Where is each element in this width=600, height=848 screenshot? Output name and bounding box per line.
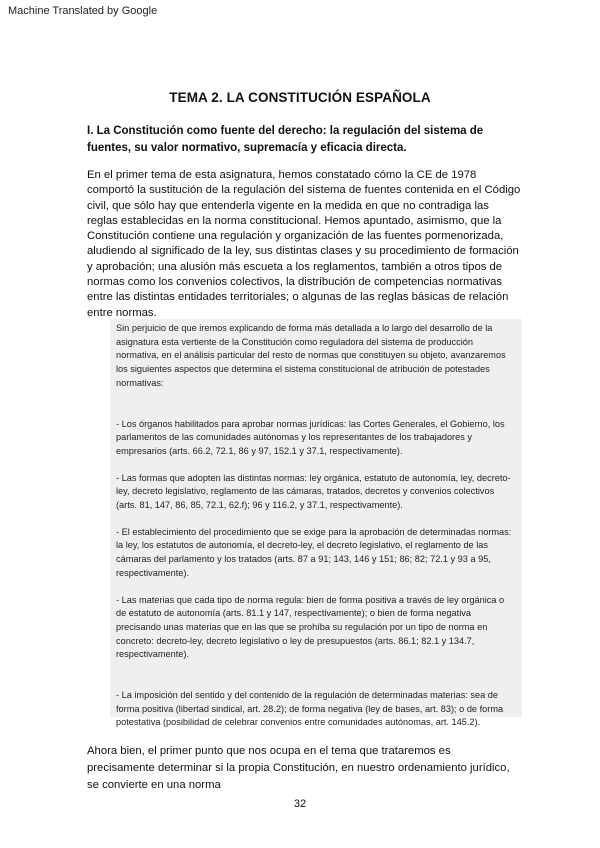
machine-translation-banner: Machine Translated by Google: [8, 5, 158, 17]
intro-paragraph: En el primer tema de esta asignatura, hemos constatado cómo la CE de 1978 comportó la sustitución de la regulación del sistema de fuentes contenida en el Código civil, que sólo hay que entenderla vigente en la medida en que no contradiga las reglas establecidas en la norma constitucional. Hemos apuntado, asimismo, que la Constitución contiene una regulación y organización de las fuentes pormenorizada, aludiendo al significado de la ley, sus distintas clases y su procedimiento de formación y aprobación; una alusión más escueta a los reglamentos, también a otros tipos de normas como los convenios colectivos, la distribución de competencias normativas entre las distintas entidades territoriales; o algunas de las reglas básicas de relación entre normas.: [87, 169, 521, 319]
quote-list-item: - El establecimiento del procedimiento que se exige para la aprobación de determinadas normas: la ley, los estatutos de autonomía, el decreto-ley, el decreto legislativo, el reglamento de las cámaras del parlamento y los tratados (arts. 87 a 91; 143, 146 y 151; 86; 82; 72.1 y 93 a 95, respectivamente).: [116, 526, 512, 578]
page-title: TEMA 2. LA CONSTITUCIÓN ESPAÑOLA: [169, 90, 431, 105]
quote-list-item: - La imposición del sentido y del contenido de la regulación de determinadas materias: sea de forma positiva (libertad sindical, art. 28.2); de forma negativa (ley de bases, art. 83); o de forma potestativa (posibilidad de celebrar convenios entre comunidades autónomas, art. 145.2).: [116, 690, 504, 728]
closing-paragraph: Ahora bien, el primer punto que nos ocupa en el tema que trataremos es precisamente determinar si la propia Constitución, en nuestro ordenamiento jurídico, se convierte en una norma: [87, 745, 510, 791]
quote-list-item: - Los órganos habilitados para aprobar normas jurídicas: las Cortes Generales, el Gobierno, los parlamentos de las comunidades autónomas y los representantes de los trabajadores y empresarios (arts. 66.2, 72.1, 86 y 97, 152.1 y 37.1, respectivamente).: [116, 418, 505, 456]
quote-intro: Sin perjuicio de que iremos explicando de forma más detallada a lo largo del desarrollo de la asignatura esta vertiente de la Constitución como reguladora del sistema de producción normativa, en el análisis particular del resto de normas que constituyen su objeto, avanzaremos los siguientes aspectos que determina el sistema constitucional de atribución de potestades normativas:: [116, 323, 506, 388]
page-number: 32: [293, 798, 307, 810]
quote-list-item: - Las formas que adopten las distintas normas: ley orgánica, estatuto de autonomía, ley, decreto-ley, decreto legislativo, reglamento de las cámaras, tratados, decretos y convenios colectivos (arts. 81, 147, 86, 85, 72.1, 62.f); 96 y 116.2, y 37.1, respectivamente).: [116, 472, 511, 511]
section-heading: I. La Constitución como fuente del derecho: la regulación del sistema de fuentes, su valor normativo, supremacía y eficacia directa.: [87, 125, 484, 154]
quote-list-item: - Las materias que cada tipo de norma regula: bien de forma positiva a través de ley orgánica o de estatuto de autonomía (arts. 81.1 y 147, respectivamente); o bien de forma negativa precisando unas materias que en las que se prohíba su regulación por un tipo de norma en concreto: decreto-ley, decreto legislativo o ley de presupuestos (arts. 86.1; 82.1 y 134.7, respectivamente).: [116, 594, 505, 660]
quote-block: [110, 319, 522, 728]
